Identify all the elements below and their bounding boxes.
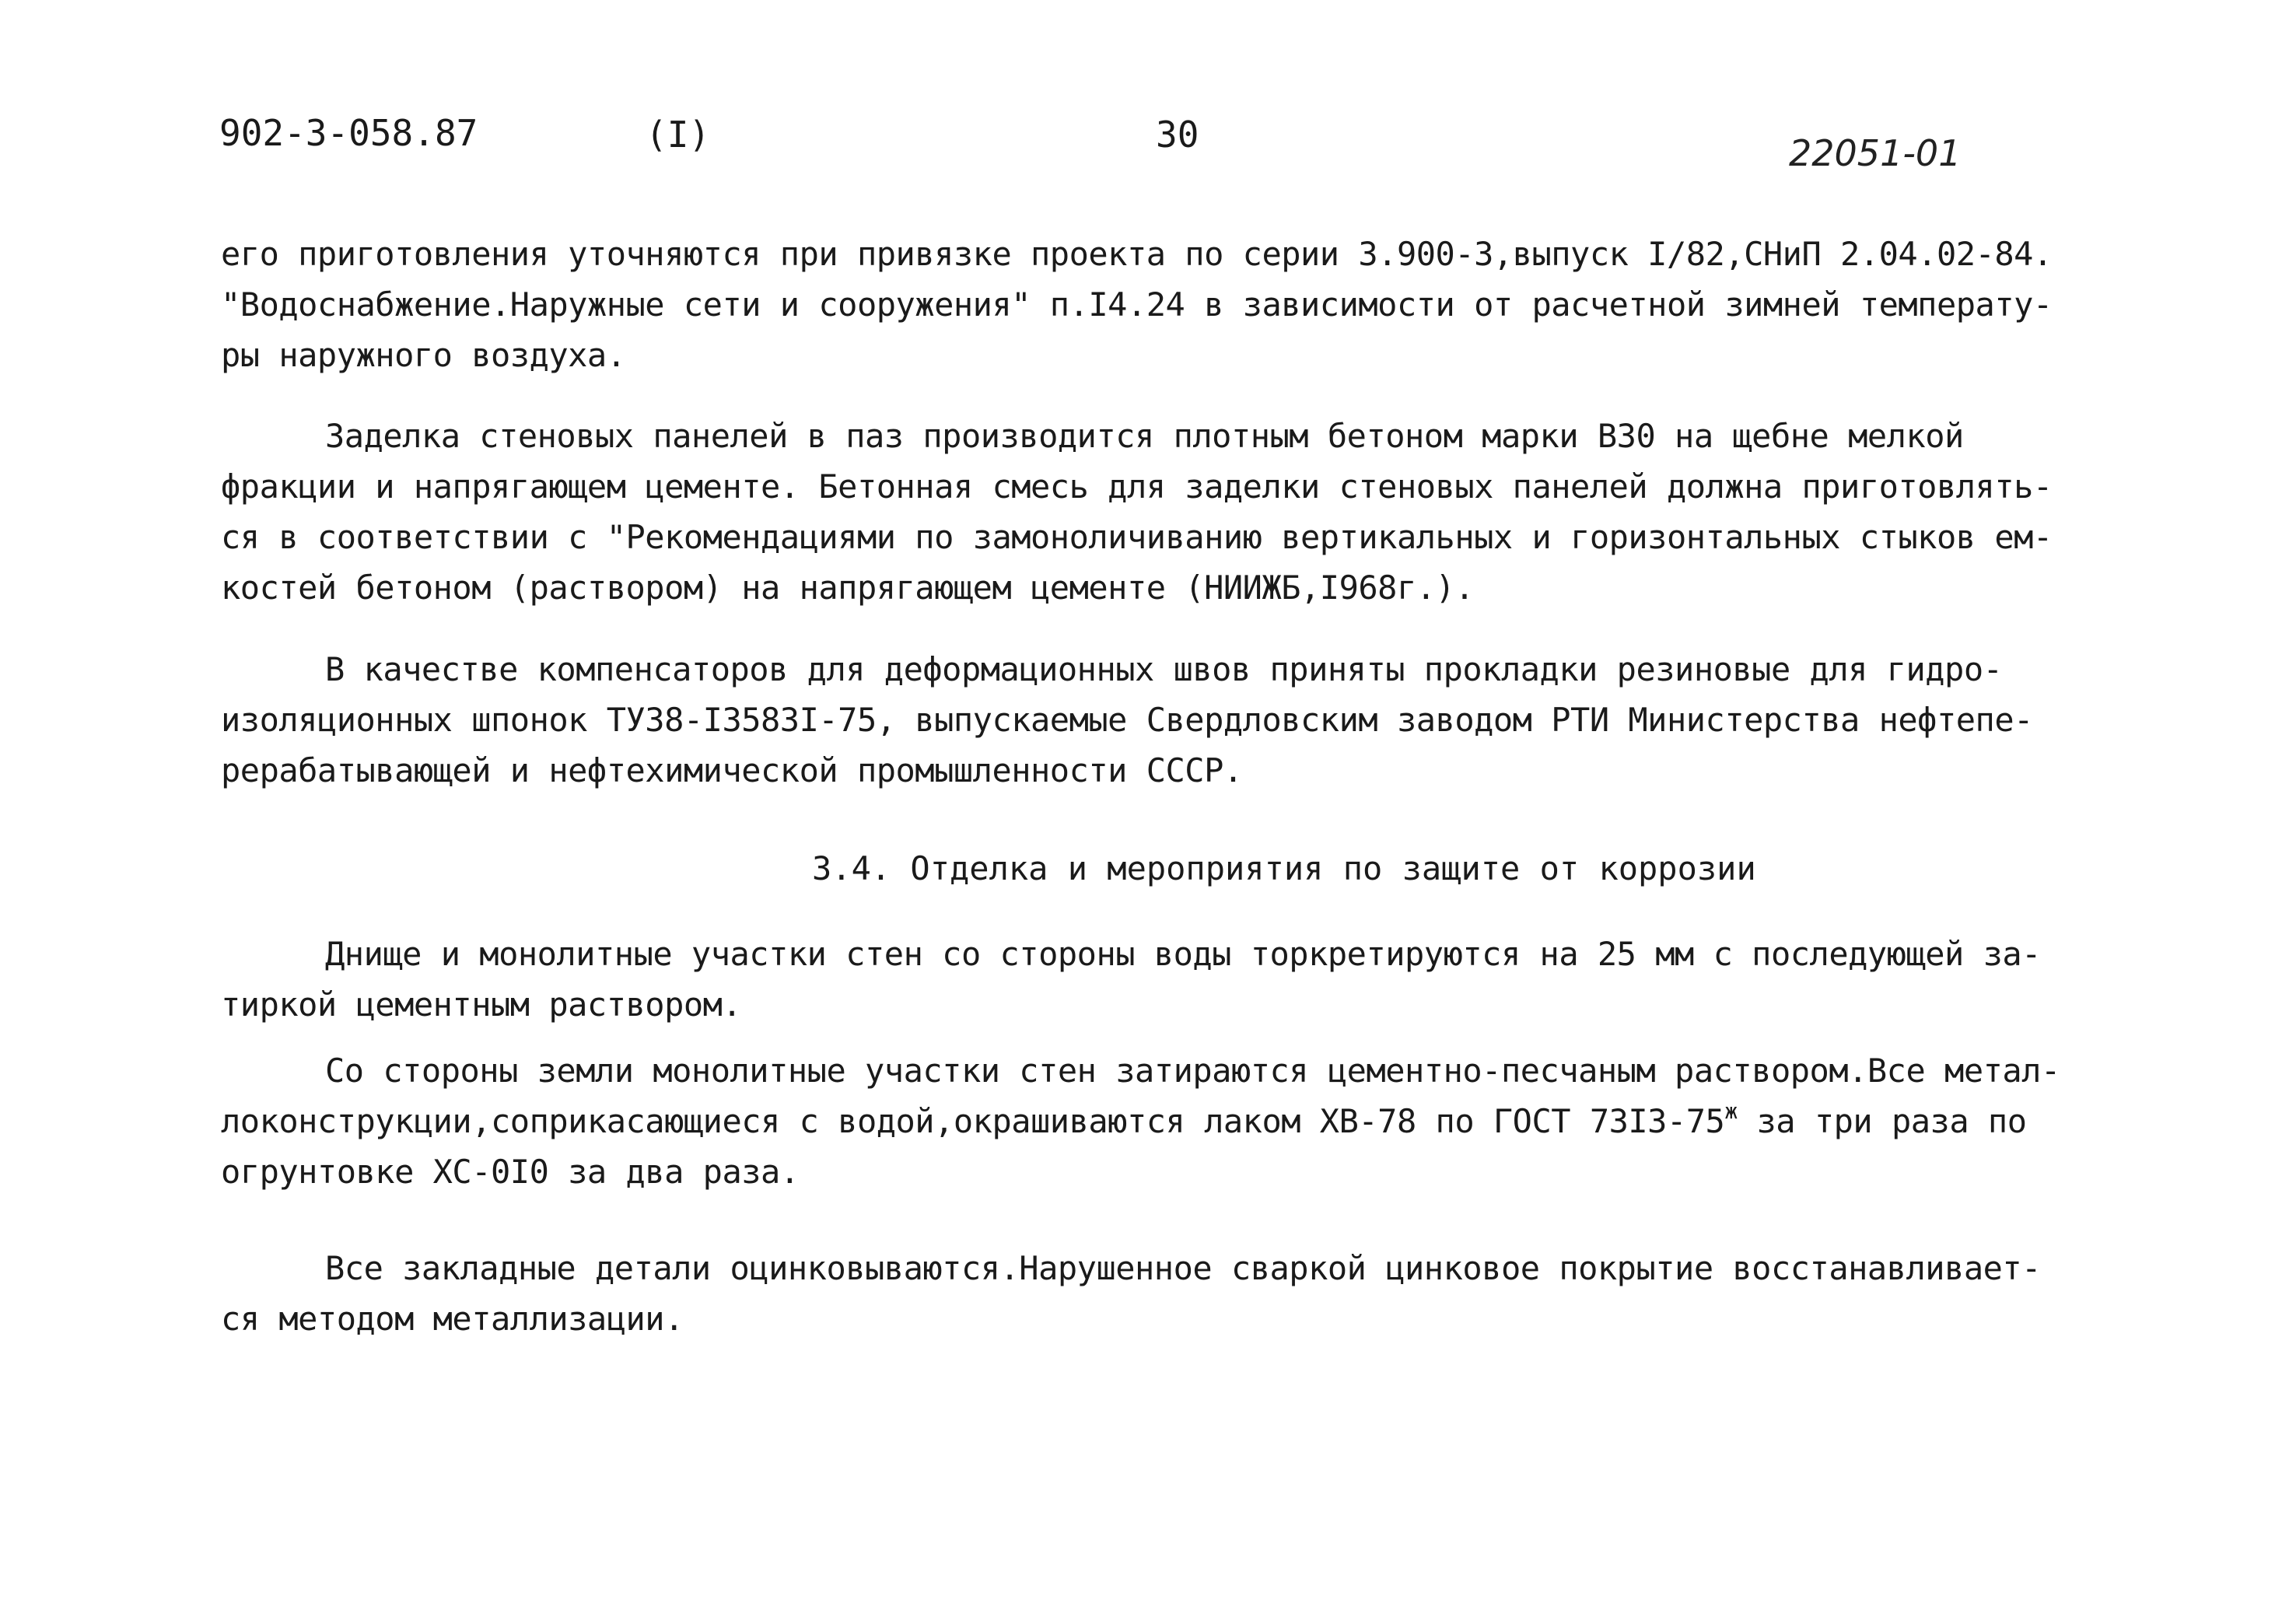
paragraph-1-line-1: его приготовления уточняются при привязке проекта по серии 3.900-3,выпуск I/82,СНиП 2.04.02-84. <box>221 235 2053 273</box>
paragraph-3-line-1: В качестве компенсаторов для деформационных швов приняты прокладки резиновые для гидро- <box>325 650 2003 688</box>
paragraph-2-line-1: Заделка стеновых панелей в паз производится плотным бетоном марки В30 на щебне мелкой <box>325 417 1964 455</box>
section-heading: 3.4. Отделка и мероприятия по защите от коррозии <box>812 849 1756 887</box>
gost-superscript-mark: ж <box>1724 1098 1738 1124</box>
paragraph-5-line-2 <box>221 1098 2027 1140</box>
page-number: 30 <box>1156 114 1199 156</box>
archive-number-handwritten: 22051-01 <box>1789 132 1962 174</box>
paragraph-6-line-1: Все закладные детали оцинковываются.Нарушенное сваркой цинковое покрытие восстанавливает- <box>325 1249 2041 1287</box>
paragraph-5-line-1: Со стороны земли монолитные участки стен затираются цементно-песчаным раствором.Все метал- <box>325 1052 2060 1090</box>
paragraph-1-line-3: ры наружного воздуха. <box>221 336 626 374</box>
paragraph-2-line-3: ся в соответствии с "Рекомендациями по замоноличиванию вертикальных и горизонтальных стыков ем- <box>221 518 2053 556</box>
paragraph-5-line-2-text: локонструкции,соприкасающиеся с водой,окрашиваются лаком ХВ-78 по ГОСТ 73I3-75 <box>221 1102 1725 1140</box>
paragraph-2-line-2: фракции и напрягающем цементе. Бетонная смесь для заделки стеновых панелей должна приготовлять- <box>221 467 2053 506</box>
paragraph-3-line-3: рерабатывающей и нефтехимической промышленности СССР. <box>221 751 1243 789</box>
paragraph-5-line-2-tail: за три раза по <box>1737 1102 2027 1140</box>
paragraph-1-line-2: "Водоснабжение.Наружные сети и сооружения" п.I4.24 в зависимости от расчетной зимней температу- <box>221 285 2053 324</box>
document-code: 902-3-058.87 <box>219 112 478 154</box>
paragraph-5-line-3: огрунтовке ХС-0I0 за два раза. <box>221 1153 800 1191</box>
volume-number: (I) <box>646 114 711 156</box>
paragraph-4-line-2: тиркой цементным раствором. <box>221 985 742 1024</box>
paragraph-6-line-2: ся методом металлизации. <box>221 1300 684 1338</box>
paragraph-4-line-1: Днище и монолитные участки стен со стороны воды торкретируются на 25 мм с последующей за- <box>325 935 2041 973</box>
paragraph-3-line-2: изоляционных шпонок ТУ38-I3583I-75, выпускаемые Свердловским заводом РТИ Министерства нефтепе- <box>221 701 2033 739</box>
paragraph-2-line-4: костей бетоном (раствором) на напрягающем цементе (НИИЖБ,I968г.). <box>221 569 1475 607</box>
